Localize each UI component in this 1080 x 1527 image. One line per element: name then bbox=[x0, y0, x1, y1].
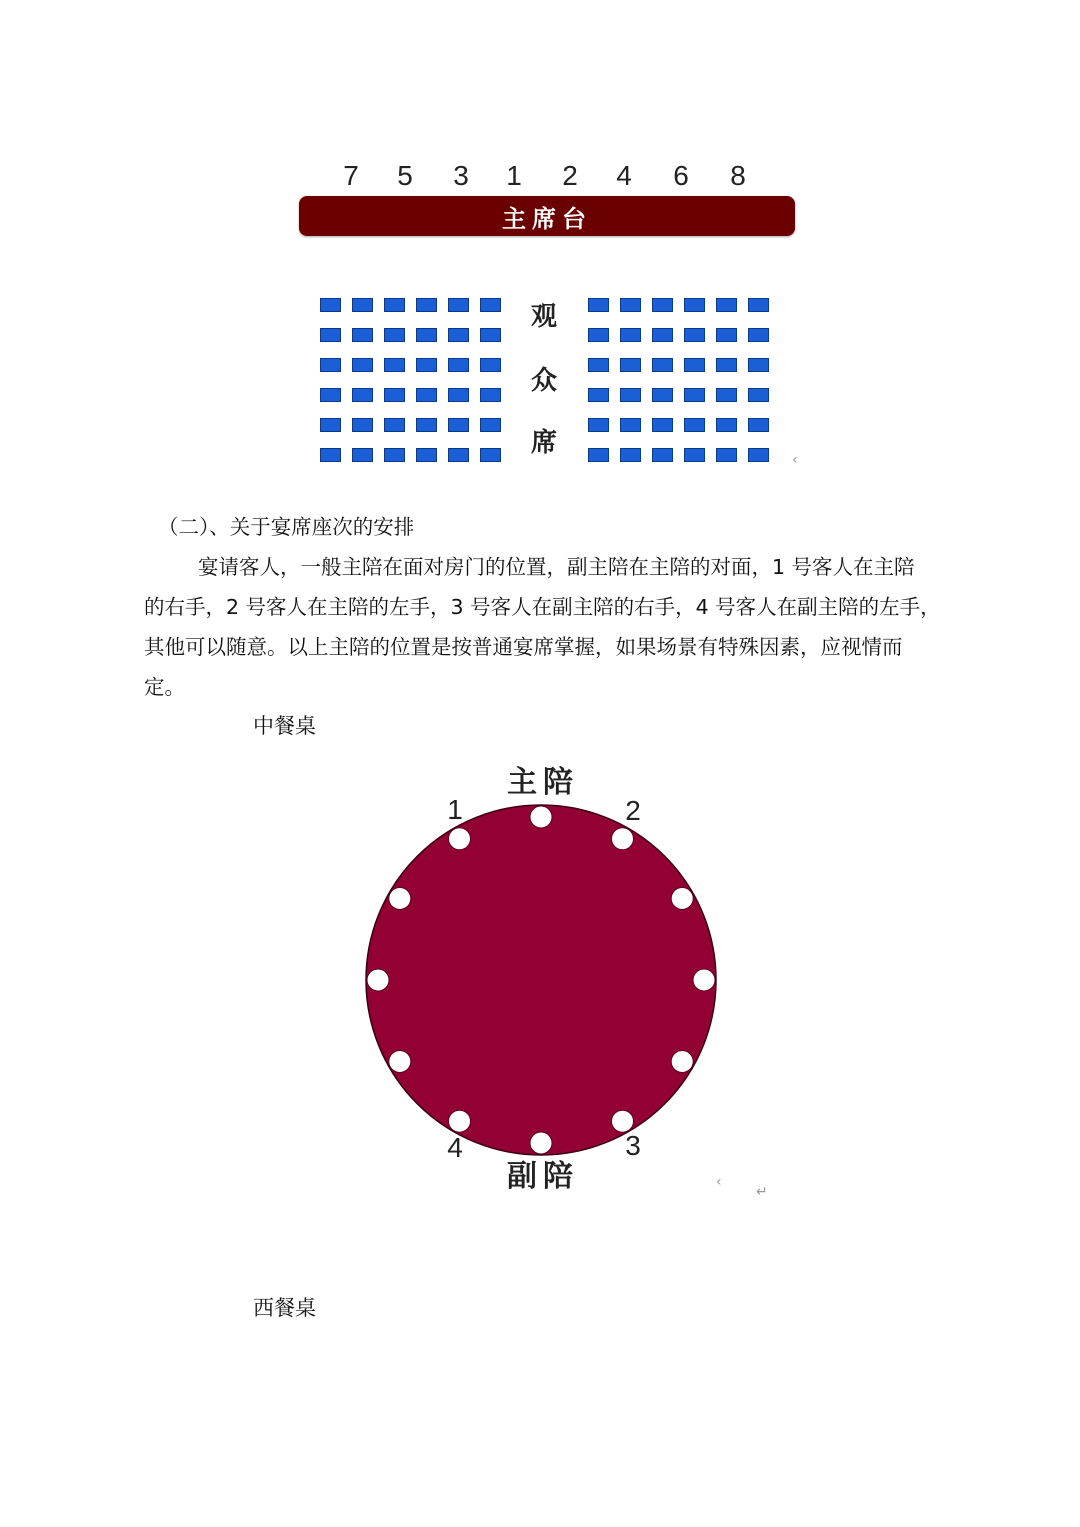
format-mark: ‹ bbox=[716, 1174, 722, 1190]
table-seat bbox=[530, 1132, 552, 1154]
guest-number: 2 bbox=[625, 795, 641, 826]
seat-number: 3 bbox=[453, 160, 469, 191]
table-seat bbox=[389, 888, 411, 910]
paragraph-line: 定。 bbox=[144, 675, 185, 699]
paragraph-line: 其他可以随意。以上主陪的位置是按普通宴席掌握，如果场景有特殊因素，应视情而 bbox=[144, 635, 903, 659]
table-seat bbox=[693, 969, 715, 991]
seat-number: 6 bbox=[673, 160, 689, 191]
table-seat bbox=[612, 828, 634, 850]
paragraph-line: 宴请客人，一般主陪在面对房门的位置，副主陪在主陪的对面，1 号客人在主陪 bbox=[198, 555, 915, 579]
audience-label-char: 众 bbox=[531, 366, 558, 396]
seat-number: 1 bbox=[506, 160, 522, 191]
table-seat bbox=[367, 969, 389, 991]
table-seat bbox=[449, 1110, 471, 1132]
audience-label-char: 席 bbox=[531, 428, 558, 458]
seat-number: 2 bbox=[562, 160, 578, 191]
round-table bbox=[366, 805, 716, 1155]
format-mark: ‹ bbox=[792, 452, 798, 468]
seat-number: 7 bbox=[343, 160, 359, 191]
seat-number: 4 bbox=[616, 160, 632, 191]
guest-number: 4 bbox=[447, 1132, 463, 1163]
audience-label-char: 观 bbox=[531, 302, 558, 332]
co-host-label: 副陪 bbox=[507, 1159, 579, 1194]
seat-number: 5 bbox=[397, 160, 413, 191]
podium-label: 主席台 bbox=[502, 203, 592, 233]
host-label: 主陪 bbox=[507, 765, 579, 800]
table-seat bbox=[671, 1051, 693, 1073]
paragraph-mark: ↵ bbox=[756, 1184, 768, 1200]
paragraph-line: 的右手，2 号客人在主陪的左手，3 号客人在副主陪的右手，4 号客人在副主陪的左手， bbox=[144, 595, 941, 619]
seat-number: 8 bbox=[730, 160, 746, 191]
table-seat bbox=[389, 1051, 411, 1073]
table-seat bbox=[612, 1110, 634, 1132]
western-table-caption: 西餐桌 bbox=[253, 1296, 316, 1320]
guest-number: 3 bbox=[625, 1130, 641, 1161]
table-seat bbox=[671, 888, 693, 910]
guest-number: 1 bbox=[447, 794, 463, 825]
chinese-table-caption: 中餐桌 bbox=[253, 714, 316, 738]
table-seat bbox=[449, 828, 471, 850]
table-seat bbox=[530, 806, 552, 828]
section-heading: （二）、关于宴席座次的安排 bbox=[158, 515, 415, 539]
